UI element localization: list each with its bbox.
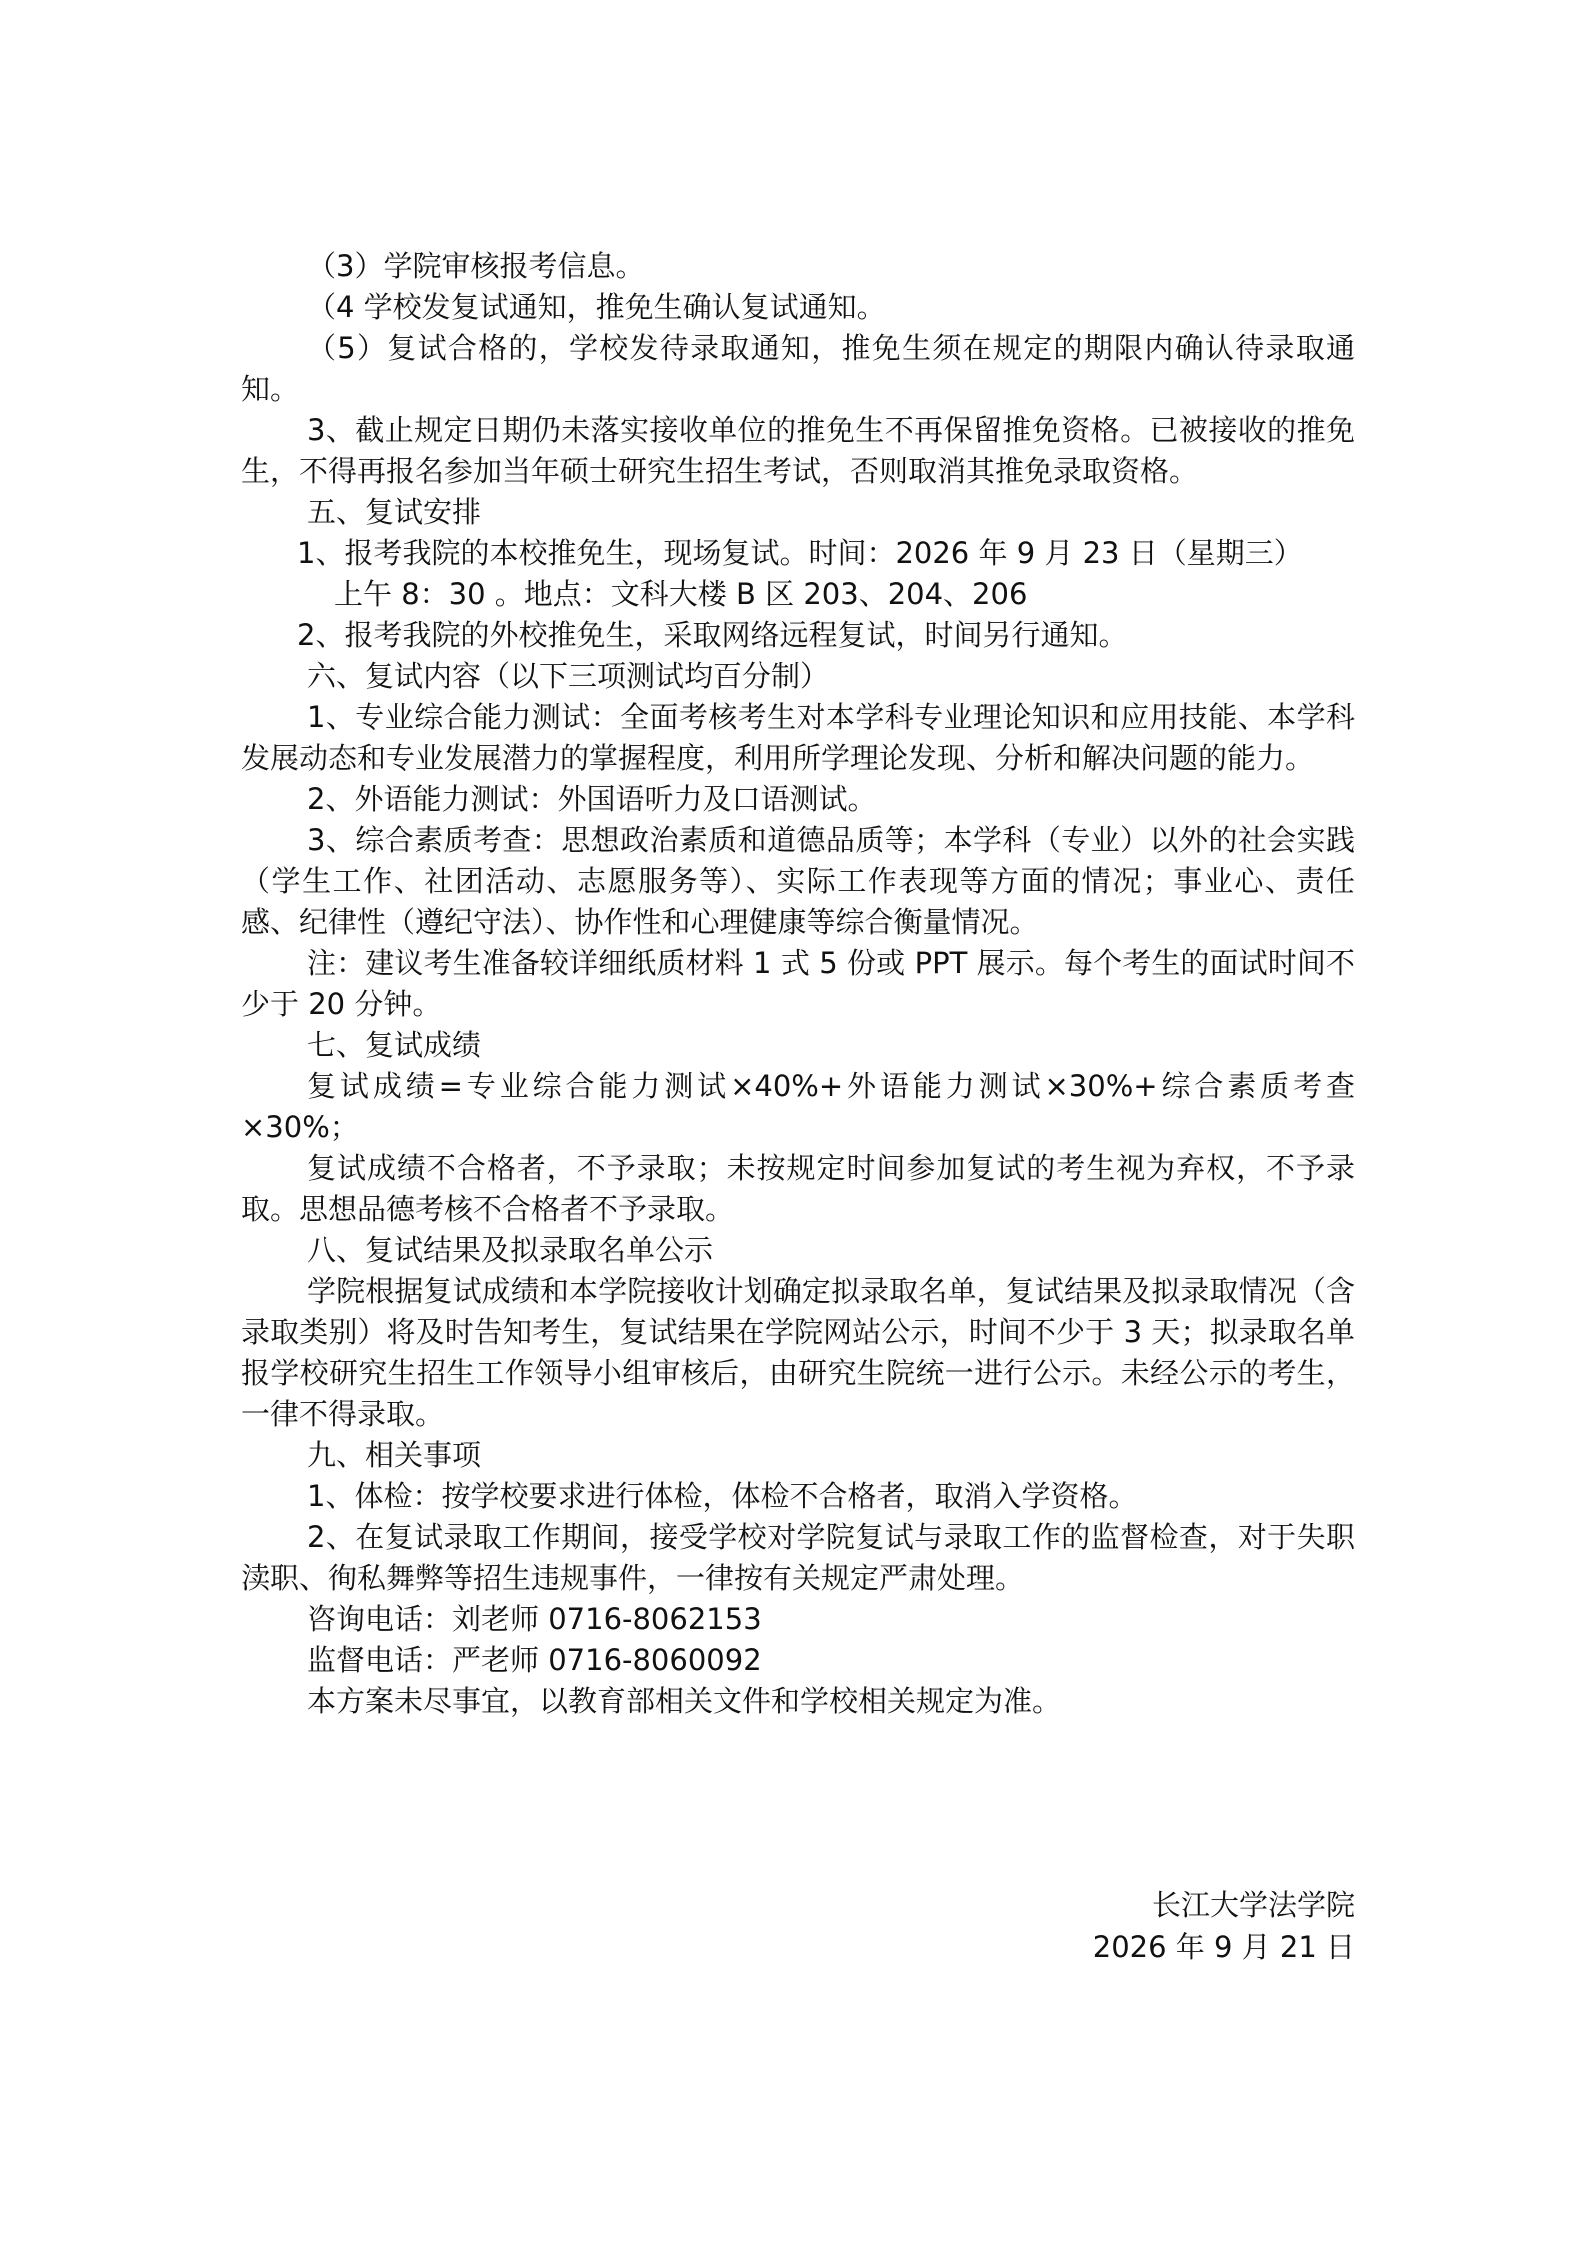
paragraph: 九、相关事项 xyxy=(307,1438,482,1472)
paragraph: 上午 8：30 。地点：文科大楼 B 区 203、204、206 xyxy=(334,577,1028,611)
paragraph: （3）学院审核报考信息。 xyxy=(307,249,645,283)
paragraph: 复试成绩不合格者，不予录取；未按规定时间参加复试的考生视为弃权，不予录取。思想品德考核不合格者不予录取。 xyxy=(241,1151,1355,1226)
paragraph: 3、综合素质考查：思想政治素质和道德品质等；本学科（专业）以外的社会实践（学生工作、社团活动、志愿服务等）、实际工作表现等方面的情况；事业心、责任感、纪律性（遵纪守法）、协作性和心理健康等综合衡量情况。 xyxy=(241,823,1355,939)
paragraph: 咨询电话：刘老师 0716-8062153 xyxy=(307,1602,762,1636)
signature-date: 2026 年 9 月 21 日 xyxy=(1092,1930,1355,1964)
paragraph: 1、体检：按学校要求进行体检，体检不合格者，取消入学资格。 xyxy=(307,1479,1138,1513)
paragraph: 本方案未尽事宜，以教育部相关文件和学校相关规定为准。 xyxy=(307,1684,1062,1718)
paragraph: 2、在复试录取工作期间，接受学校对学院复试与录取工作的监督检查，对于失职渎职、徇私舞弊等招生违规事件，一律按有关规定严肃处理。 xyxy=(241,1520,1355,1595)
paragraph: 2、外语能力测试：外国语听力及口语测试。 xyxy=(307,782,877,816)
paragraph: 注：建议考生准备较详细纸质材料 1 式 5 份或 PPT 展示。每个考生的面试时间不少于 20 分钟。 xyxy=(241,946,1355,1021)
paragraph: 监督电话：严老师 0716-8060092 xyxy=(307,1643,762,1677)
paragraph: （4 学校发复试通知，推免生确认复试通知。 xyxy=(307,290,886,324)
paragraph: 2、报考我院的外校推免生，采取网络远程复试，时间另行通知。 xyxy=(297,618,1128,652)
paragraph: 复试成绩=专业综合能力测试×40%+外语能力测试×30%+综合素质考查×30%； xyxy=(241,1069,1355,1144)
signature-block xyxy=(1080,1884,1355,1968)
signature-org: 长江大学法学院 xyxy=(1151,1888,1355,1922)
paragraph: 五、复试安排 xyxy=(307,495,482,529)
paragraph: 六、复试内容（以下三项测试均百分制） xyxy=(307,659,830,693)
paragraph: 学院根据复试成绩和本学院接收计划确定拟录取名单，复试结果及拟录取情况（含录取类别）将及时告知考生，复试结果在学院网站公示，时间不少于 3 天；拟录取名单报学校研究生招生工作领导小组审核后，由研究生院统一进行公示。未经公示的考生，一律不得录取。 xyxy=(241,1274,1355,1431)
document-body xyxy=(241,246,1355,1722)
paragraph: 八、复试结果及拟录取名单公示 xyxy=(307,1233,714,1267)
paragraph: 3、截止规定日期仍未落实接收单位的推免生不再保留推免资格。已被接收的推免生，不得再报名参加当年硕士研究生招生考试，否则取消其推免录取资格。 xyxy=(241,413,1355,488)
paragraph: 1、专业综合能力测试：全面考核考生对本学科专业理论知识和应用技能、本学科发展动态和专业发展潜力的掌握程度，利用所学理论发现、分析和解决问题的能力。 xyxy=(241,700,1355,775)
paragraph: （5）复试合格的，学校发待录取通知，推免生须在规定的期限内确认待录取通知。 xyxy=(241,331,1355,406)
paragraph: 七、复试成绩 xyxy=(307,1028,482,1062)
paragraph: 1、报考我院的本校推免生，现场复试。时间：2026 年 9 月 23 日（星期三） xyxy=(297,536,1303,570)
